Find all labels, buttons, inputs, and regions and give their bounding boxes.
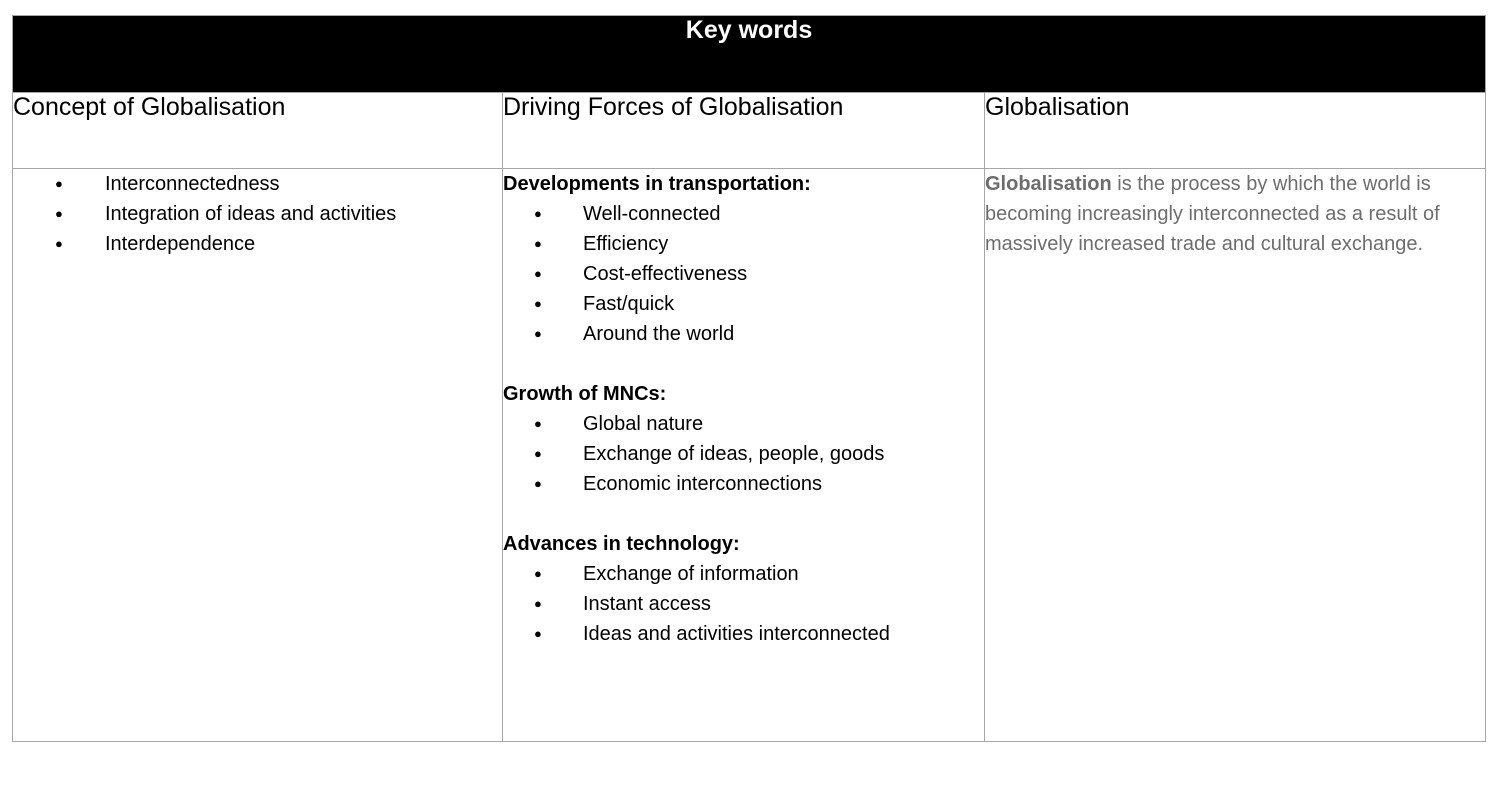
definition-cell	[985, 169, 1486, 742]
definition-text: is the process by which the world is becoming increasingly interconnected as a result of massively increased trade and cultural exchange.	[985, 173, 1440, 255]
transportation-group	[503, 169, 984, 349]
list-item: ● Around the world	[503, 319, 984, 349]
list-item: ● Cost-effectiveness	[503, 259, 984, 289]
definition-paragraph	[985, 173, 1440, 255]
mncs-group	[503, 379, 984, 499]
driving-forces-cell	[503, 169, 985, 742]
definition-term: Globalisation	[985, 173, 1112, 195]
title-row	[13, 16, 1486, 93]
column-heading-concept: Concept of Globalisation	[13, 93, 503, 169]
key-words-table	[12, 15, 1486, 742]
group-heading: Advances in technology:	[503, 533, 740, 555]
content-row	[13, 169, 1486, 742]
technology-group	[503, 529, 984, 649]
technology-list	[503, 559, 984, 649]
list-item: ● Well-connected	[503, 199, 984, 229]
concept-cell	[13, 169, 503, 742]
list-item: ● Exchange of information	[503, 559, 984, 589]
list-item: ● Instant access	[503, 589, 984, 619]
list-item: ● Global nature	[503, 409, 984, 439]
list-item: ● Ideas and activities interconnected	[503, 619, 984, 649]
key-words-table-container	[12, 15, 1485, 742]
list-item: ● Integration of ideas and activities	[13, 199, 502, 229]
column-heading-globalisation: Globalisation	[985, 93, 1486, 169]
column-heading-driving-forces: Driving Forces of Globalisation	[503, 93, 985, 169]
list-item: ● Economic interconnections	[503, 469, 984, 499]
column-heading-row	[13, 93, 1486, 169]
transportation-list	[503, 199, 984, 349]
list-item: ● Efficiency	[503, 229, 984, 259]
list-item: ● Interconnectedness	[13, 169, 502, 199]
list-item: ● Exchange of ideas, people, goods	[503, 439, 984, 469]
group-heading: Growth of MNCs:	[503, 383, 667, 405]
table-title: Key words	[13, 16, 1486, 93]
list-item: ● Fast/quick	[503, 289, 984, 319]
list-item: ● Interdependence	[13, 229, 502, 259]
concept-list	[13, 169, 502, 259]
group-heading: Developments in transportation:	[503, 173, 811, 195]
mncs-list	[503, 409, 984, 499]
